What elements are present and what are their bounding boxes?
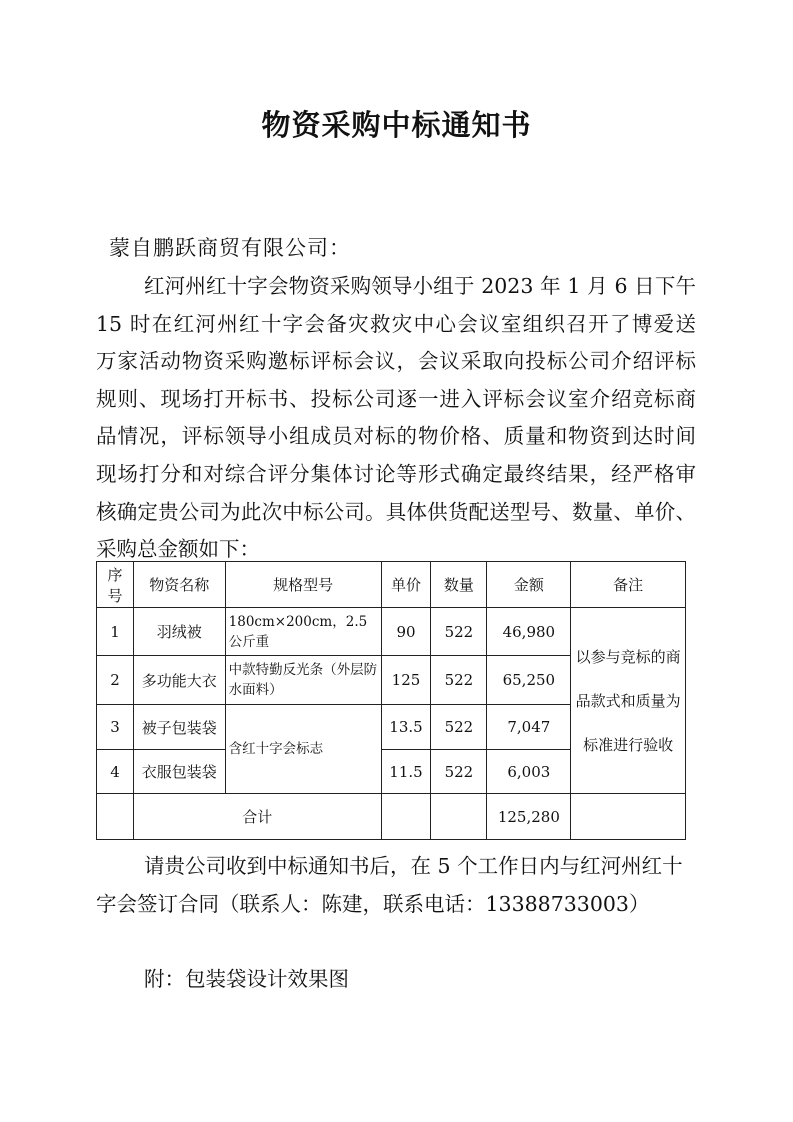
body-line-8: 采购总金额如下： [96, 537, 260, 562]
header-note: 备注 [571, 562, 686, 608]
total-label: 合计 [133, 794, 381, 840]
cell-name: 羽绒被 [133, 608, 225, 656]
cell-price: 13.5 [381, 705, 431, 750]
cell-spec-merged: 含红十字会标志 [225, 705, 381, 794]
cell-qty: 522 [431, 750, 487, 794]
attachment-note: 附：包装袋设计效果图 [144, 967, 349, 991]
closing-line-1: 请贵公司收到中标通知书后，在 5 个工作日内与红河州红十 [144, 854, 683, 878]
cell-qty: 522 [431, 705, 487, 750]
body-line-6: 现场打分和对综合评分集体讨论等形式确定最终结果，经严格审 [96, 461, 696, 486]
body-paragraph [96, 268, 696, 569]
cell-name: 衣服包装袋 [133, 750, 225, 794]
total-empty-cell [97, 794, 134, 840]
cell-spec: 180cm×200cm，2.5 公斤重 [225, 608, 381, 656]
document-title: 物资采购中标通知书 [261, 108, 532, 142]
header-qty: 数量 [431, 562, 487, 608]
body-line-3: 万家活动物资采购邀标评标会议，会议采取向投标公司介绍评标 [96, 349, 696, 374]
total-row [97, 794, 686, 840]
note-cell: 以参与竞标的商品款式和质量为标准进行验收 [571, 608, 686, 794]
cell-price: 125 [381, 656, 431, 705]
cell-spec: 中款特勤反光条（外层防水面料） [225, 656, 381, 705]
cell-price: 90 [381, 608, 431, 656]
cell-no: 4 [97, 750, 134, 794]
cell-name: 被子包装袋 [133, 705, 225, 750]
body-line-2: 15 时在红河州红十字会备灾救灾中心会议室组织召开了博爱送 [96, 311, 696, 336]
total-empty-cell [431, 794, 487, 840]
header-name: 物资名称 [133, 562, 225, 608]
header-no: 序号 [97, 562, 134, 608]
header-amount: 金额 [487, 562, 571, 608]
cell-amount: 65,250 [487, 656, 571, 705]
cell-no: 2 [97, 656, 134, 705]
body-line-4: 规则、现场打开标书、投标公司逐一进入评标会议室介绍竞标商 [96, 386, 696, 411]
procurement-table [96, 561, 686, 840]
cell-qty: 522 [431, 608, 487, 656]
addressee: 蒙自鹏跃商贸有限公司： [109, 236, 351, 260]
cell-qty: 522 [431, 656, 487, 705]
table-row [97, 608, 686, 656]
cell-amount: 7,047 [487, 705, 571, 750]
cell-amount: 46,980 [487, 608, 571, 656]
closing-paragraph [96, 848, 696, 923]
cell-name: 多功能大衣 [133, 656, 225, 705]
total-amount: 125,280 [487, 794, 571, 840]
total-empty-cell [571, 794, 686, 840]
cell-no: 1 [97, 608, 134, 656]
header-price: 单价 [381, 562, 431, 608]
cell-price: 11.5 [381, 750, 431, 794]
body-line-7: 核确定贵公司为此次中标公司。具体供货配送型号、数量、单价、 [96, 499, 696, 524]
cell-amount: 6,003 [487, 750, 571, 794]
total-empty-cell [381, 794, 431, 840]
header-spec: 规格型号 [225, 562, 381, 608]
closing-line-2: 字会签订合同（联系人：陈建，联系电话：13388733003） [96, 891, 650, 916]
table-header-row [97, 562, 686, 608]
cell-no: 3 [97, 705, 134, 750]
body-line-1: 红河州红十字会物资采购领导小组于 2023 年 1 月 6 日下午 [144, 274, 696, 298]
body-line-5: 品情况，评标领导小组成员对标的物价格、质量和物资到达时间 [96, 424, 696, 449]
